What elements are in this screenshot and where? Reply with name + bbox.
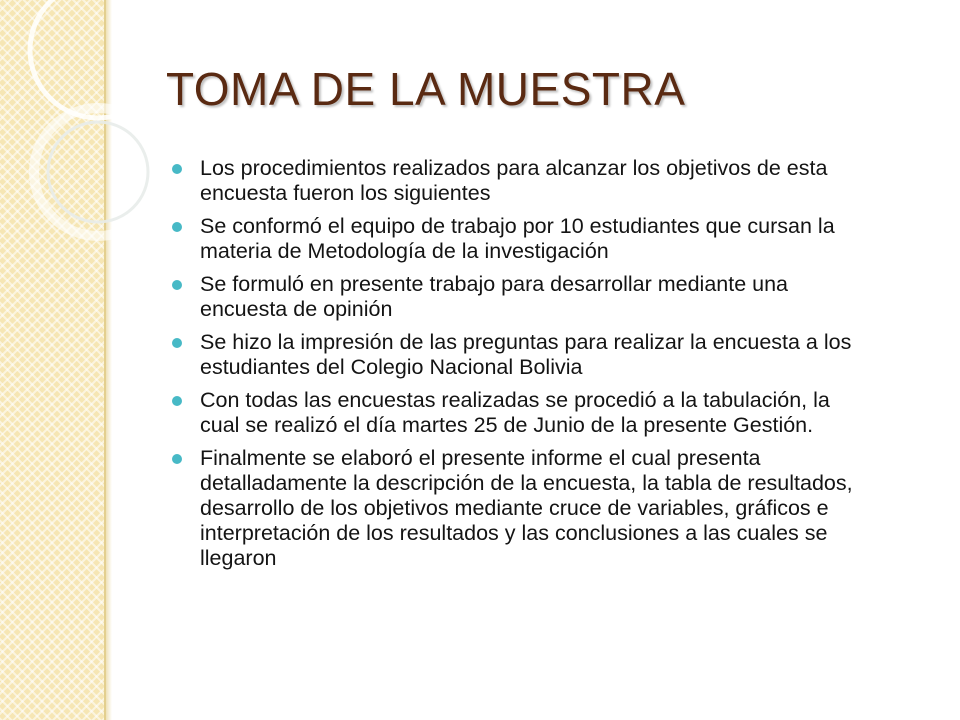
- decorative-ring-mid: [34, 108, 160, 236]
- bullet-item: [172, 388, 872, 438]
- slide-title: TOMA DE LA MUESTRA: [166, 63, 686, 115]
- bullet-text: Con todas las encuestas realizadas se procedió a la tabulación, la cual se realizó el día martes 25 de Junio de la presente Gestión.: [200, 388, 830, 437]
- bullet-dot-icon: [172, 222, 182, 232]
- bullet-dot-icon: [172, 396, 182, 406]
- bullet-text: Se formuló en presente trabajo para desarrollar mediante una encuesta de opinión: [200, 272, 789, 321]
- bullet-text: Se hizo la impresión de las preguntas para realizar la encuesta a los estudiantes del Colegio Nacional Bolivia: [200, 330, 852, 379]
- bullet-dot-icon: [172, 164, 182, 174]
- bullet-text: Se conformó el equipo de trabajo por 10 estudiantes que cursan la materia de Metodología de la investigación: [200, 214, 835, 263]
- bullet-text: Los procedimientos realizados para alcanzar los objetivos de esta encuesta fueron los siguientes: [200, 156, 828, 205]
- decorative-rings: [0, 0, 160, 300]
- bullet-list: [172, 156, 872, 579]
- bullet-dot-icon: [172, 280, 182, 290]
- bullet-item: [172, 446, 872, 571]
- bullet-dot-icon: [172, 454, 182, 464]
- bullet-item: [172, 272, 872, 322]
- decorative-ring-inner: [48, 122, 148, 222]
- bullet-dot-icon: [172, 338, 182, 348]
- decorative-ring-large: [30, 0, 160, 118]
- bullet-item: [172, 330, 872, 380]
- bullet-item: [172, 156, 872, 206]
- bullet-text: Finalmente se elaboró el presente informe el cual presenta detalladamente la descripción de la encuesta, la tabla de resultados, desarrollo de los objetivos mediante cruce de variables, gráficos e interpretación de los resultados y las conclusiones a las cuales se llegaron: [200, 446, 853, 570]
- bullet-item: [172, 214, 872, 264]
